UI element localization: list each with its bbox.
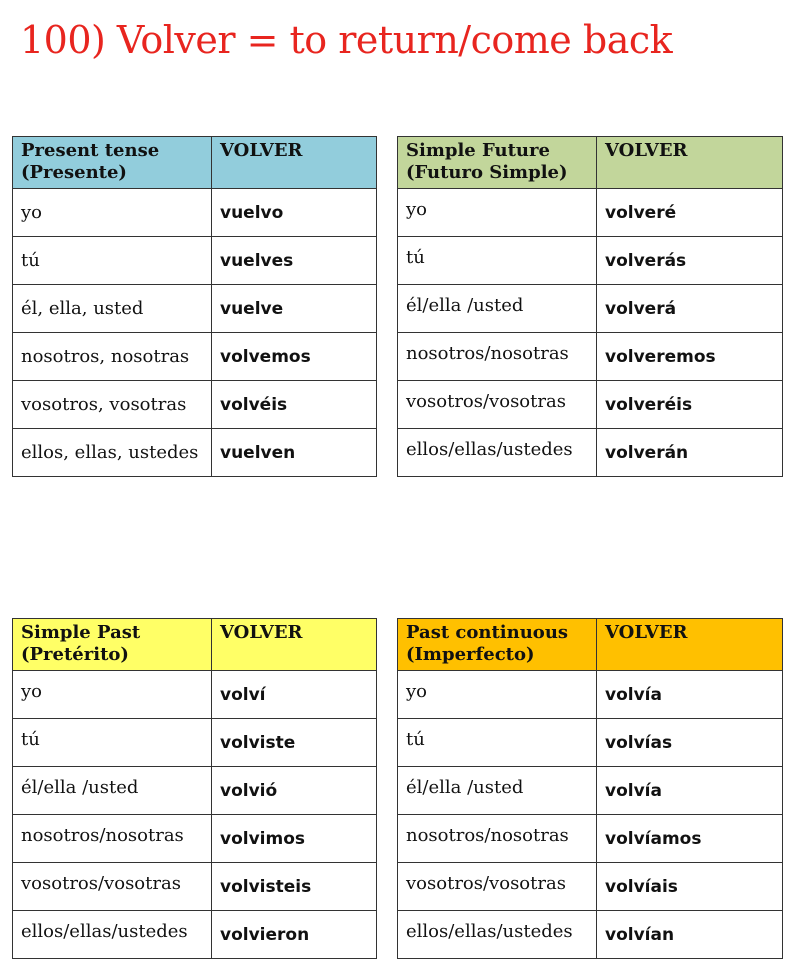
pronoun-cell: yo bbox=[398, 189, 597, 237]
table-row bbox=[13, 911, 377, 959]
table-row bbox=[13, 767, 377, 815]
pronoun-cell: tú bbox=[398, 237, 597, 285]
conjugated-form-cell: volvíamos bbox=[597, 815, 783, 863]
conjugated-form-cell: volví bbox=[212, 671, 377, 719]
pronoun-cell: yo bbox=[13, 671, 212, 719]
pronoun-cell: nosotros/nosotras bbox=[398, 333, 597, 381]
table-row bbox=[13, 863, 377, 911]
pronoun-cell: ellos/ellas/ustedes bbox=[398, 429, 597, 477]
tense-name-spanish: (Presente) bbox=[21, 162, 127, 183]
table-row bbox=[13, 285, 377, 333]
conjugated-form-cell: volveré bbox=[597, 189, 783, 237]
pronoun-cell: ellos, ellas, ustedes bbox=[13, 429, 212, 477]
conjugated-form-cell: volvió bbox=[212, 767, 377, 815]
conjugated-form-cell: vuelvo bbox=[212, 189, 377, 237]
tense-name-spanish: (Imperfecto) bbox=[406, 644, 535, 665]
pronoun-cell: tú bbox=[398, 719, 597, 767]
pronoun-cell: él/ella /usted bbox=[398, 285, 597, 333]
conjugated-form-cell: vuelve bbox=[212, 285, 377, 333]
verb-header: VOLVER bbox=[597, 619, 783, 671]
table-row bbox=[398, 863, 783, 911]
conjugated-form-cell: volveremos bbox=[597, 333, 783, 381]
conjugated-form-cell: volvisteis bbox=[212, 863, 377, 911]
verb-header: VOLVER bbox=[212, 619, 377, 671]
tense-name: Simple Future bbox=[406, 140, 550, 161]
conjugated-form-cell: volvía bbox=[597, 671, 783, 719]
table-header-row bbox=[13, 619, 377, 671]
pronoun-cell: vosotros/vosotras bbox=[13, 863, 212, 911]
pronoun-cell: nosotros, nosotras bbox=[13, 333, 212, 381]
pronoun-cell: él/ella /usted bbox=[13, 767, 212, 815]
pronoun-cell: nosotros/nosotras bbox=[398, 815, 597, 863]
conjugated-form-cell: volvían bbox=[597, 911, 783, 959]
verb-header: VOLVER bbox=[597, 137, 783, 189]
table-header-row bbox=[13, 137, 377, 189]
table-row bbox=[398, 911, 783, 959]
table-row bbox=[13, 429, 377, 477]
table-row bbox=[398, 767, 783, 815]
tense-name-header bbox=[398, 137, 597, 189]
pronoun-cell: vosotros/vosotras bbox=[398, 863, 597, 911]
tense-name-header bbox=[13, 619, 212, 671]
table-row bbox=[13, 189, 377, 237]
table-row bbox=[398, 429, 783, 477]
table-header-row bbox=[398, 137, 783, 189]
table-row bbox=[398, 333, 783, 381]
simple-past-table bbox=[12, 618, 377, 959]
present-tense-table bbox=[12, 136, 377, 477]
pronoun-cell: ellos/ellas/ustedes bbox=[398, 911, 597, 959]
table-row bbox=[13, 333, 377, 381]
pronoun-cell: tú bbox=[13, 719, 212, 767]
pronoun-cell: vosotros/vosotras bbox=[398, 381, 597, 429]
pronoun-cell: él, ella, usted bbox=[13, 285, 212, 333]
past-continuous-table bbox=[397, 618, 783, 959]
conjugated-form-cell: volveréis bbox=[597, 381, 783, 429]
table-row bbox=[13, 237, 377, 285]
pronoun-cell: yo bbox=[398, 671, 597, 719]
conjugated-form-cell: volverán bbox=[597, 429, 783, 477]
verb-header: VOLVER bbox=[212, 137, 377, 189]
tense-name-header bbox=[13, 137, 212, 189]
table-row bbox=[398, 237, 783, 285]
page-title: 100) Volver = to return/come back bbox=[20, 18, 673, 62]
pronoun-cell: vosotros, vosotras bbox=[13, 381, 212, 429]
pronoun-cell: ellos/ellas/ustedes bbox=[13, 911, 212, 959]
conjugated-form-cell: volverás bbox=[597, 237, 783, 285]
table-row bbox=[398, 815, 783, 863]
conjugated-form-cell: volviste bbox=[212, 719, 377, 767]
tense-name: Past continuous bbox=[406, 622, 569, 643]
conjugated-form-cell: vuelves bbox=[212, 237, 377, 285]
table-header-row bbox=[398, 619, 783, 671]
tense-name: Present tense bbox=[21, 140, 160, 161]
conjugated-form-cell: volvéis bbox=[212, 381, 377, 429]
conjugated-form-cell: volvías bbox=[597, 719, 783, 767]
pronoun-cell: tú bbox=[13, 237, 212, 285]
table-row bbox=[13, 671, 377, 719]
table-row bbox=[398, 381, 783, 429]
table-row bbox=[398, 671, 783, 719]
conjugated-form-cell: volvía bbox=[597, 767, 783, 815]
simple-future-table bbox=[397, 136, 783, 477]
conjugated-form-cell: volvíais bbox=[597, 863, 783, 911]
conjugated-form-cell: volvieron bbox=[212, 911, 377, 959]
table-row bbox=[13, 719, 377, 767]
pronoun-cell: él/ella /usted bbox=[398, 767, 597, 815]
table-row bbox=[13, 815, 377, 863]
pronoun-cell: yo bbox=[13, 189, 212, 237]
tense-name-spanish: (Futuro Simple) bbox=[406, 162, 568, 183]
conjugated-form-cell: volvemos bbox=[212, 333, 377, 381]
conjugated-form-cell: volvimos bbox=[212, 815, 377, 863]
table-row bbox=[398, 285, 783, 333]
tense-name-spanish: (Pretérito) bbox=[21, 644, 129, 665]
table-row bbox=[398, 189, 783, 237]
pronoun-cell: nosotros/nosotras bbox=[13, 815, 212, 863]
conjugated-form-cell: vuelven bbox=[212, 429, 377, 477]
conjugated-form-cell: volverá bbox=[597, 285, 783, 333]
tense-name-header bbox=[398, 619, 597, 671]
table-row bbox=[398, 719, 783, 767]
tense-name: Simple Past bbox=[21, 622, 141, 643]
table-row bbox=[13, 381, 377, 429]
